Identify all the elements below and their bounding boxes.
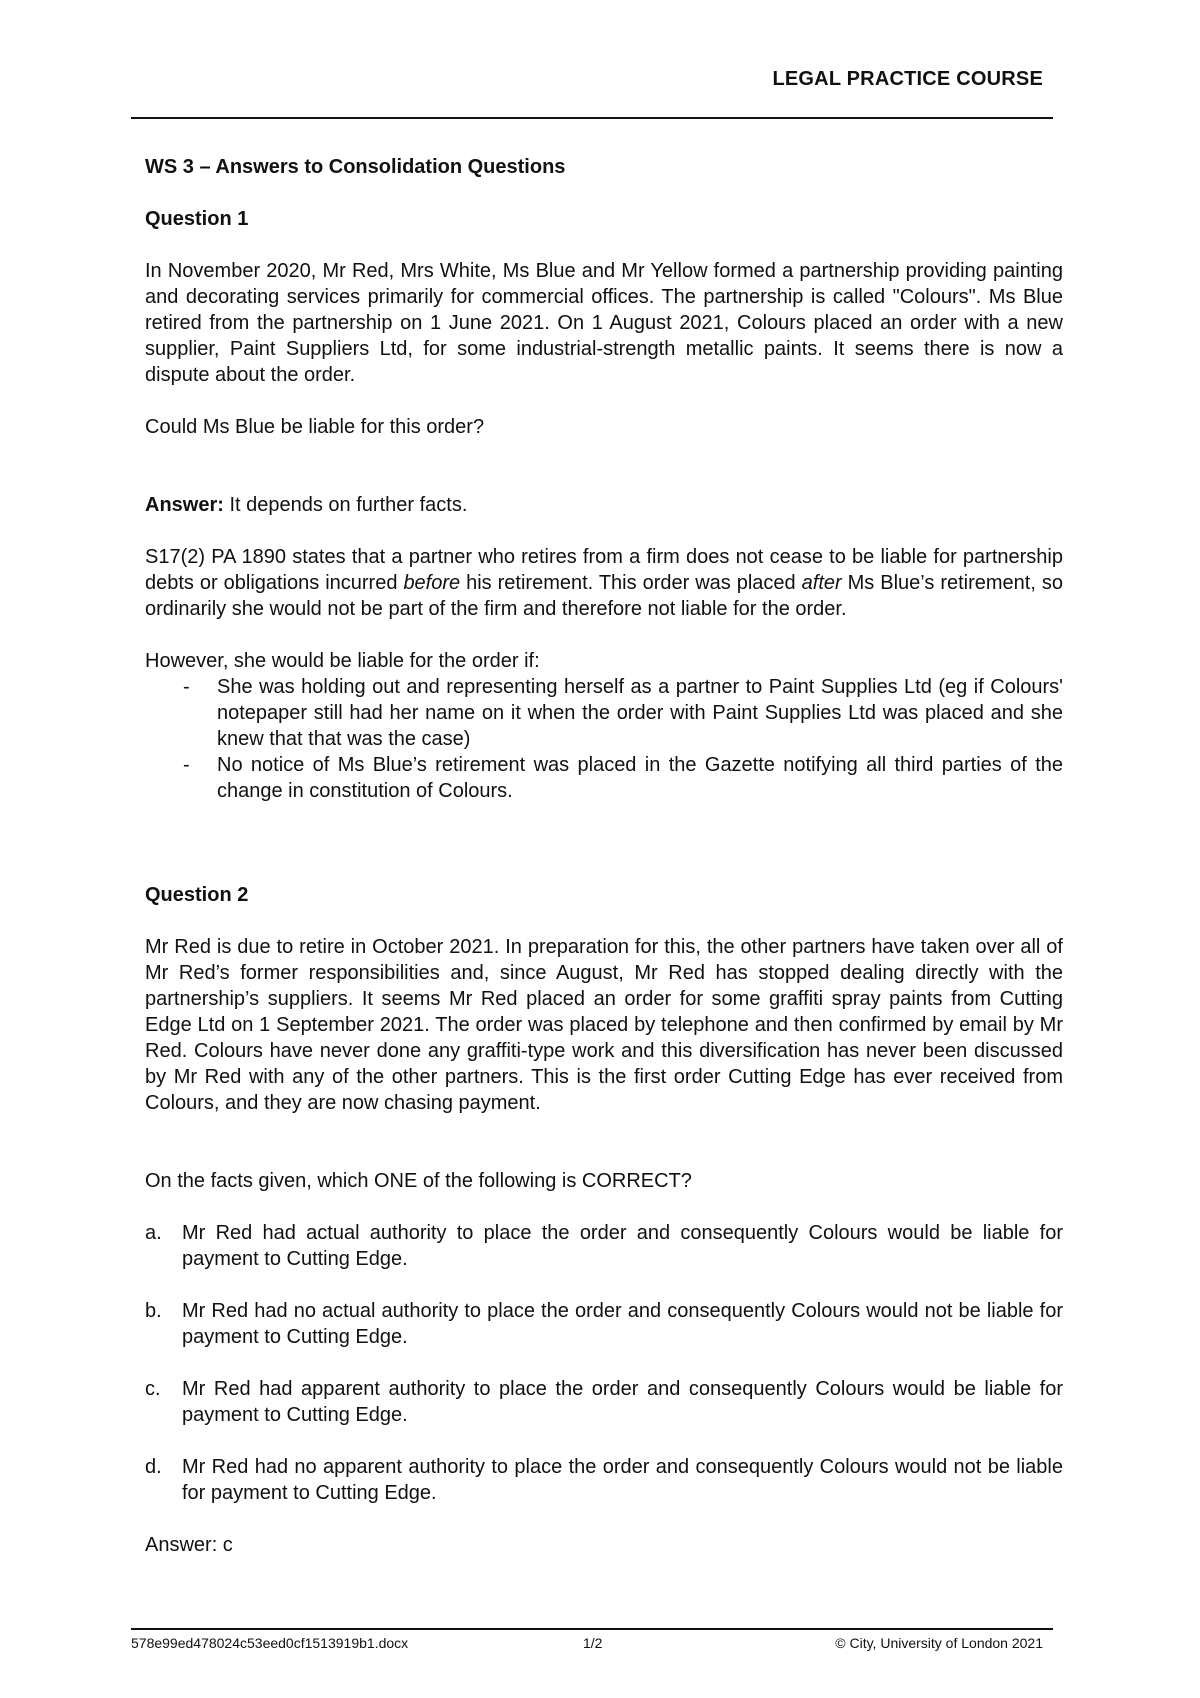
list-item-text: No notice of Ms Blue’s retirement was placed in the Gazette notifying all third parties of the change in constitution of Colours.: [217, 754, 1063, 802]
dash-marker: -: [183, 676, 190, 698]
option-text: Mr Red had no apparent authority to place the order and consequently Colours would not be liable for payment to Cutting Edge.: [182, 1456, 1063, 1504]
question-2-facts: Mr Red is due to retire in October 2021. In preparation for this, the other partners have taken over all of Mr Red’s former responsibilities and, since August, Mr Red has stopped dealing directly with the partnership’s suppliers. It seems Mr Red placed an order for some graffiti spray paints from Cutting Edge Ltd on 1 September 2021. The order was placed by telephone and then confirmed by email by Mr Red. Colours have never done any graffiti-type work and this diversification has never been discussed by Mr Red with any of the other partners. This is the first order Cutting Edge has ever received from Colours, and they are now chasing payment.: [145, 936, 1063, 1114]
option-letter: d.: [145, 1456, 162, 1478]
document-title: WS 3 – Answers to Consolidation Questions: [145, 156, 566, 178]
option-text: Mr Red had apparent authority to place the order and consequently Colours would be liable for payment to Cutting Edge.: [182, 1378, 1063, 1426]
question-1-facts: In November 2020, Mr Red, Mrs White, Ms Blue and Mr Yellow formed a partnership providing painting and decorating services primarily for commercial offices. The partnership is called "Colours". Ms Blue retired from the partnership on 1 June 2021. On 1 August 2021, Colours placed an order with a new supplier, Paint Suppliers Ltd, for some industrial-strength metallic paints. It seems there is now a dispute about the order.: [145, 260, 1063, 386]
question-1-answer: [145, 492, 1063, 518]
question-1-prompt: Could Ms Blue be liable for this order?: [145, 416, 485, 438]
list-item: [145, 752, 1063, 804]
however-line: However, she would be liable for the order if:: [145, 650, 540, 672]
question-2-answer: Answer: c: [145, 1534, 233, 1556]
option-letter: b.: [145, 1300, 162, 1322]
question-1-heading: Question 1: [145, 208, 249, 230]
question-2-heading: Question 2: [145, 884, 249, 906]
option-a: [145, 1220, 1063, 1272]
liability-conditions-list: [145, 674, 1063, 804]
option-text: Mr Red had actual authority to place the order and consequently Colours would be liable for payment to Cutting Edge.: [182, 1222, 1063, 1270]
document-body: [145, 154, 1063, 1558]
footer-page-number: 1/2: [583, 1635, 603, 1651]
list-item-text: She was holding out and representing herself as a partner to Paint Supplies Ltd (eg if Colours' notepaper still had her name on it when the order with Paint Supplies Ltd was placed and she knew that that was the case): [217, 676, 1063, 750]
option-text: Mr Red had no actual authority to place the order and consequently Colours would not be liable for payment to Cutting Edge.: [182, 1300, 1063, 1348]
list-item: [145, 674, 1063, 752]
footer-filename: 578e99ed478024c53eed0cf1513919b1.docx: [131, 1635, 409, 1651]
option-letter: c.: [145, 1378, 161, 1400]
question-2-prompt: On the facts given, which ONE of the following is CORRECT?: [145, 1170, 692, 1192]
option-d: [145, 1454, 1063, 1506]
answer-text: It depends on further facts.: [223, 494, 468, 516]
s17-text-2: his retirement. This order was placed: [460, 572, 802, 594]
footer-copyright: © City, University of London 2021: [835, 1635, 1043, 1651]
s17-emphasis-before: before: [403, 572, 461, 594]
s17-text-1: S17(2) PA 1890 states that a partner who retires from a firm does not cease to be liable for partnership debts or obligations incurred: [145, 546, 1063, 594]
s17-paragraph: [145, 544, 1063, 622]
option-letter: a.: [145, 1222, 162, 1244]
s17-text-3: Ms Blue’s retirement, so ordinarily she would not be part of the firm and therefore not liable for the order.: [145, 572, 1063, 620]
dash-marker: -: [183, 754, 190, 776]
answer-label: Answer:: [145, 494, 224, 516]
option-b: [145, 1298, 1063, 1350]
header-rule: [131, 117, 1053, 119]
s17-emphasis-after: after: [801, 572, 842, 594]
option-c: [145, 1376, 1063, 1428]
footer-rule: [131, 1628, 1053, 1630]
header-title: LEGAL PRACTICE COURSE: [772, 68, 1043, 90]
